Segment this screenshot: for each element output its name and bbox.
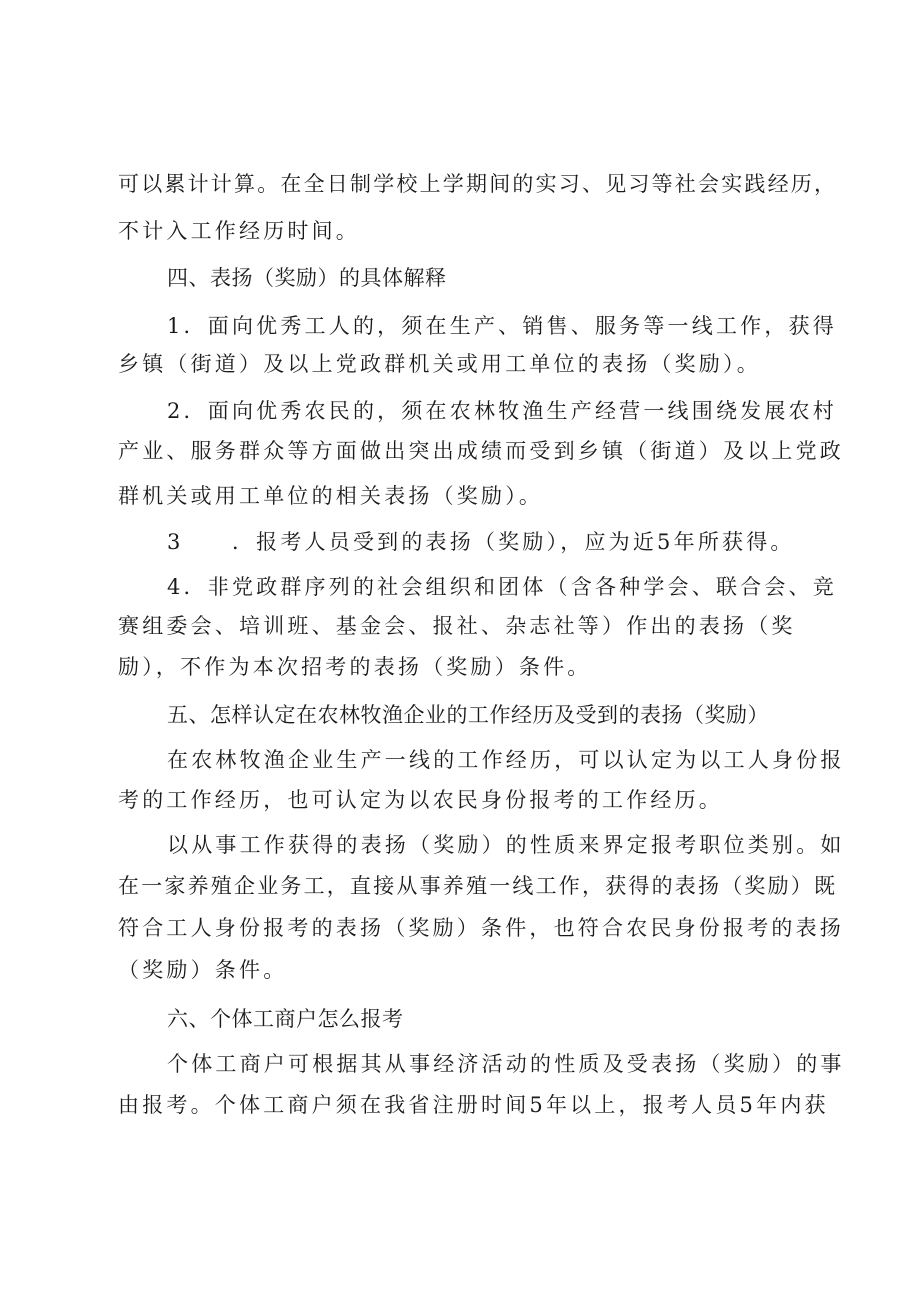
- paragraph-line: 励），不作为本次招考的表扬（奖励）条件。: [118, 655, 592, 679]
- paragraph-line: 符合工人身份报考的表扬（奖励）条件，也符合农民身份报考的表扬: [118, 916, 844, 940]
- paragraph-line: （奖励）条件。: [118, 958, 288, 982]
- paragraph-line: 2．面向优秀农民的，须在农林牧渔生产经营一线围绕发展农村: [167, 399, 837, 423]
- paragraph-line: 3 ．报考人员受到的表扬（奖励），应为近5年所获得。: [167, 530, 795, 554]
- paragraph-line: 产业、服务群众等方面做出突出成绩而受到乡镇（街道）及以上党政: [118, 439, 844, 463]
- paragraph-line: 1．面向优秀工人的，须在生产、销售、服务等一线工作，获得: [167, 314, 837, 338]
- paragraph-line: 以从事工作获得的表扬（奖励）的性质来界定报考职位类别。如: [167, 833, 845, 857]
- paragraph-line: 群机关或用工单位的相关表扬（奖励）。: [118, 484, 544, 508]
- paragraph-line: 4．非党政群序列的社会组织和团体（含各种学会、联合会、竞: [167, 575, 837, 599]
- paragraph-line: 在农林牧渔企业生产一线的工作经历，可以认定为以工人身份报: [167, 748, 845, 772]
- section-heading-6: 六、个体工商户怎么报考: [167, 1007, 404, 1031]
- paragraph-line: 不计入工作经历时间。: [118, 219, 360, 243]
- paragraph-line: 赛组委会、培训班、基金会、报社、杂志社等）作出的表扬（奖: [118, 614, 796, 638]
- paragraph-line: 乡镇（街道）及以上党政群机关或用工单位的表扬（奖励）。: [118, 352, 761, 376]
- paragraph-line: 个体工商户可根据其从事经济活动的性质及受表扬（奖励）的事: [167, 1052, 845, 1076]
- paragraph-line: 考的工作经历，也可认定为以农民身份报考的工作经历。: [118, 788, 723, 812]
- paragraph-line: 在一家养殖企业务工，直接从事养殖一线工作，获得的表扬（奖励）既: [118, 874, 838, 898]
- section-heading-4: 四、表扬（奖励）的具体解释: [167, 266, 447, 290]
- paragraph-line: 由报考。个体工商户须在我省注册时间5年以上，报考人员5年内获: [118, 1093, 829, 1117]
- paragraph-line: 可以累计计算。在全日制学校上学期间的实习、见习等社会实践经历，: [118, 172, 838, 196]
- section-heading-5: 五、怎样认定在农林牧渔企业的工作经历及受到的表扬（奖励）: [167, 703, 769, 727]
